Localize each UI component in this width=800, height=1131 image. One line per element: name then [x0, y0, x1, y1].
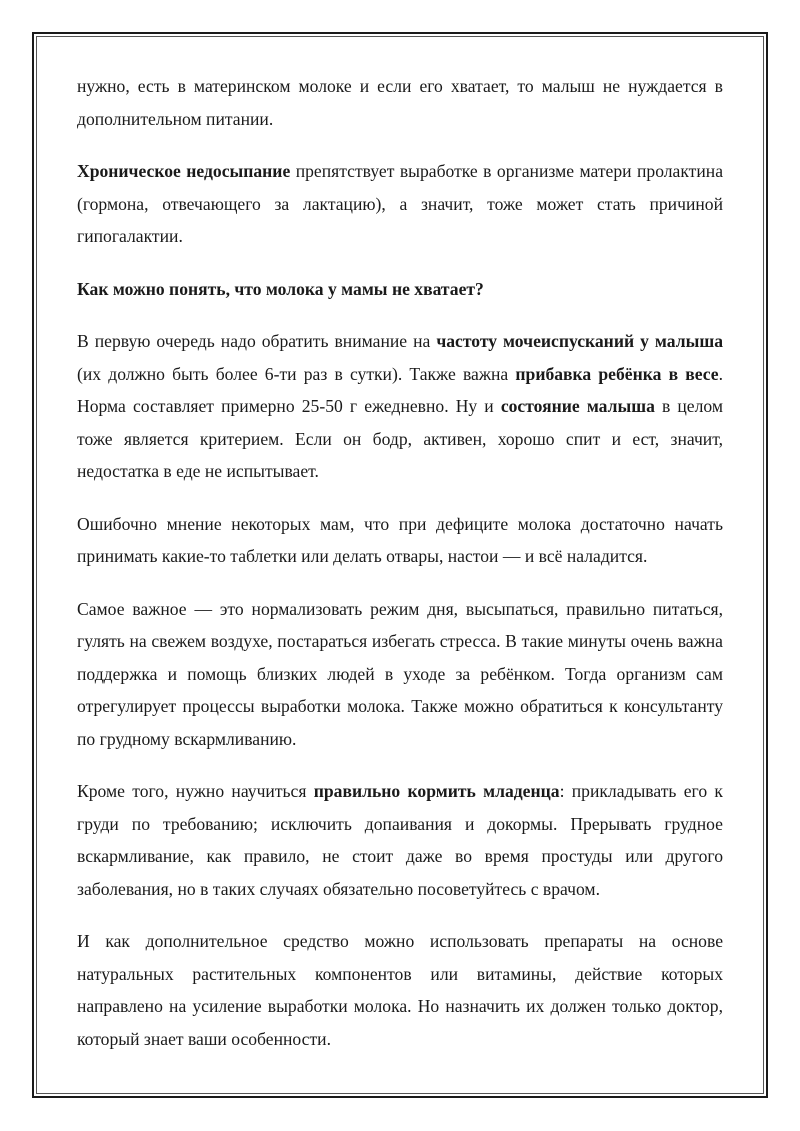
paragraph-3-text-2: (их должно быть более 6-ти раз в сутки). Также важна — [77, 363, 516, 384]
paragraph-7 — [77, 925, 723, 1055]
paragraph-3-bold-1: частоту мочеиспусканий у малыша — [436, 331, 723, 351]
paragraph-2-text: препятствует выработке в организме матери пролактина (гормона, отвечающего за лактацию), а значит, тоже может стать причиной гипогалактии. — [77, 161, 724, 246]
section-heading: Как можно понять, что молока у мамы не хватает? — [77, 278, 484, 299]
paragraph-6 — [77, 775, 723, 905]
paragraph-3-text-1: В первую очередь надо обратить внимание на — [77, 331, 437, 351]
paragraph-5-text: Самое важное — это нормализовать режим дня, высыпаться, правильно питаться, гулять на свежем воздухе, постараться избегать стресса. В такие минуты очень важна поддержка и помощь близких людей в уходе за ребёнком. Тогда организм сам отрегулирует процессы выработки молока. Также можно обратиться к консультанту по грудному вскармливанию. — [77, 598, 723, 749]
paragraph-3-bold-2: прибавка ребёнка в весе — [515, 363, 719, 384]
paragraph-6-bold-1: правильно кормить младенца — [313, 781, 560, 801]
paragraph-1 — [77, 70, 723, 135]
paragraph-1-text: нужно, есть в материнском молоке и если его хватает, то малыш не нуждается в дополнительном питании. — [77, 76, 723, 129]
document-body — [77, 70, 723, 1075]
paragraph-2-bold: Хроническое недосыпание — [77, 161, 291, 181]
paragraph-3-bold-3: состояние малыша — [500, 396, 655, 416]
paragraph-5 — [77, 593, 723, 756]
paragraph-4 — [77, 508, 723, 573]
paragraph-3 — [77, 325, 723, 488]
paragraph-6-text-2: : прикладывать его к груди по требованию; исключить допаивания и докормы. Прерывать грудное вскармливание, как правило, не стоит даже во время простуды или другого заболевания, но в таких случаях обязательно посоветуйтесь с врачом. — [77, 781, 723, 899]
paragraph-6-text-1: Кроме того, нужно научиться — [77, 781, 314, 801]
paragraph-7-text: И как дополнительное средство можно использовать препараты на основе натуральных растительных компонентов или витамины, действие которых направлено на усиление выработки молока. Но назначить их должен только доктор, который знает ваши особенности. — [77, 931, 723, 1049]
paragraph-4-text: Ошибочно мнение некоторых мам, что при дефиците молока достаточно начать принимать какие-то таблетки или делать отвары, настои — и всё наладится. — [77, 513, 723, 566]
paragraph-3-text-3: . Норма составляет примерно 25-50 г ежедневно. Ну и — [77, 363, 724, 416]
paragraph-3-text-4: в целом тоже является критерием. Если он бодр, активен, хорошо спит и ест, значит, недостатка в еде не испытывает. — [77, 396, 723, 481]
paragraph-2 — [77, 155, 723, 253]
